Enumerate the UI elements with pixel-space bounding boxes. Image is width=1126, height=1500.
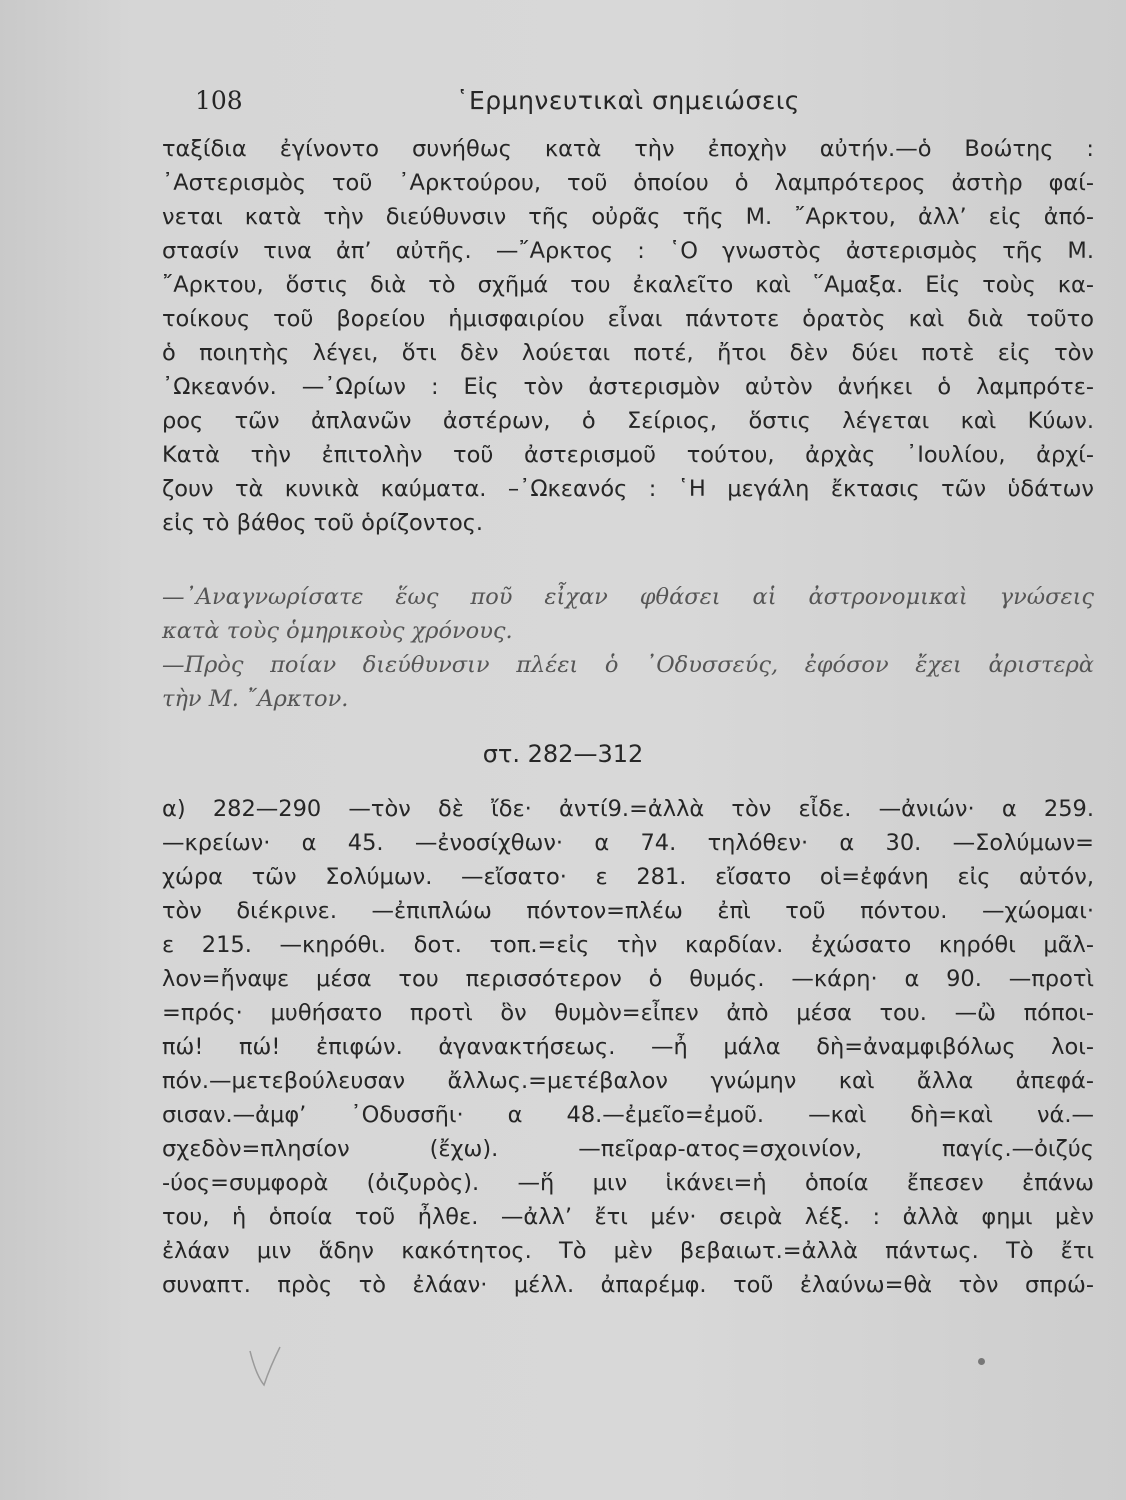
- text-line: τὸν διέκρινε. —ἐπιπλώω πόντον=πλέω ἐπὶ τοῦ πόντου. —χώομαι·: [162, 898, 1094, 924]
- text-line: ταξίδια ἐγίνοντο συνήθως κατὰ τὴν ἐποχὴν αὐτήν.—ὁ Βοώτης :: [162, 136, 1094, 162]
- text-line: σχεδὸν=πλησίον (ἔχω). —πεῖραρ-ατος=σχοινίον, παγίς.—ὀιζύς: [162, 1136, 1094, 1162]
- text-line: πώ! πώ! ἐπιφών. ἀγανακτήσεως. —ἦ μάλα δὴ=ἀναμφιβόλως λοι-: [162, 1034, 1094, 1060]
- text-line: -ύος=συμφορὰ (ὀιζυρὸς). —ἥ μιν ἱκάνει=ἡ ὁποία ἔπεσεν ἐπάνω: [162, 1170, 1094, 1196]
- text-line: συναπτ. πρὸς τὸ ἐλάαν· μέλλ. ἀπαρέμφ. τοῦ ἐλαύνω=θὰ τὸν σπρώ-: [162, 1272, 1094, 1298]
- running-head: ῾Ερμηνευτικαὶ σημειώσεις: [456, 86, 800, 115]
- pencil-check-mark-icon: [246, 1345, 286, 1390]
- ink-dot: [978, 1358, 985, 1365]
- notes-paragraph: [162, 792, 1094, 1302]
- text-line: Κατὰ τὴν ἐπιτολὴν τοῦ ἀστερισμοῦ τούτου, ἀρχὰς ᾿Ιουλίου, ἀρχί-: [162, 442, 1094, 468]
- text-line: ᾿Ωκεανόν. —᾿Ωρίων : Εἰς τὸν ἀστερισμὸν αὐτὸν ἀνήκει ὁ λαμπρότε-: [162, 374, 1094, 400]
- text-line: ὁ ποιητὴς λέγει, ὅτι δὲν λούεται ποτέ, ἤτοι δὲν δύει ποτὲ εἰς τὸν: [162, 340, 1094, 366]
- text-line: πόν.—μετεβούλευσαν ἄλλως.=μετέβαλον γνώμην καὶ ἄλλα ἀπεφά-: [162, 1068, 1094, 1094]
- text-line: ε 215. —κηρόθι. δοτ. τοπ.=εἰς τὴν καρδίαν. ἐχώσατο κηρόθι μᾶλ-: [162, 932, 1094, 958]
- questions-block: [162, 580, 1094, 716]
- text-line: χώρα τῶν Σολύμων. —εἴσατο· ε 281. εἴσατο οἱ=ἐφάνη εἰς αὐτόν,: [162, 864, 1094, 890]
- text-line: ῎Αρκτου, ὅστις διὰ τὸ σχῆμά του ἐκαλεῖτο καὶ ῞Αμαξα. Εἰς τοὺς κα-: [162, 272, 1094, 298]
- text-line: ᾿Αστερισμὸς τοῦ ᾿Αρκτούρου, τοῦ ὁποίου ὁ λαμπρότερος ἀστὴρ φαί-: [162, 170, 1094, 196]
- text-line: —κρείων· α 45. —ἐνοσίχθων· α 74. τηλόθεν· α 30. —Σολύμων=: [162, 830, 1094, 856]
- text-line: =πρός· μυθήσατο προτὶ ὃν θυμὸν=εἶπεν ἀπὸ μέσα του. —ὢ πόποι-: [162, 1000, 1094, 1026]
- question-line: —Πρὸς ποίαν διεύθυνσιν πλέει ὁ ᾿Οδυσσεύς, ἐφόσον ἔχει ἀριστερὰ: [162, 652, 1094, 678]
- text-line: νεται κατὰ τὴν διεύθυνσιν τῆς οὐρᾶς τῆς Μ. ῎Αρκτου, ἀλλ’ εἰς ἀπό-: [162, 204, 1094, 230]
- text-line: σισαν.—ἀμφ’ ᾿Οδυσσῆι· α 48.—ἐμεῖο=ἐμοῦ. —καὶ δὴ=καὶ νά.—: [162, 1102, 1094, 1128]
- section-title: στ. 282—312: [482, 740, 644, 768]
- question-line: —᾿Αναγνωρίσατε ἕως ποῦ εἶχαν φθάσει αἱ ἀστρονομικαὶ γνώσεις: [162, 584, 1094, 610]
- text-line: λον=ἤναψε μέσα του περισσότερον ὁ θυμός. —κάρη· α 90. —προτὶ: [162, 966, 1094, 992]
- text-line: εἰς τὸ βάθος τοῦ ὁρίζοντος.: [162, 510, 484, 536]
- text-line: ζουν τὰ κυνικὰ καύματα. –᾿Ωκεανός : ῾Η μεγάλη ἔκτασις τῶν ὑδάτων: [162, 476, 1094, 502]
- page-number: 108: [195, 86, 243, 115]
- text-line: ἐλάαν μιν ἅδην κακότητος. Τὸ μὲν βεβαιωτ.=ἀλλὰ πάντως. Τὸ ἔτι: [162, 1238, 1094, 1264]
- page-header: [195, 86, 1046, 126]
- question-line: τὴν Μ. ῎Αρκτον.: [162, 686, 349, 712]
- text-line: στασίν τινα ἀπ’ αὐτῆς. —῎Αρκτος : ῾Ο γνωστὸς ἀστερισμὸς τῆς Μ.: [162, 238, 1094, 264]
- intro-paragraph: [162, 132, 1094, 540]
- text-line: ρος τῶν ἀπλανῶν ἀστέρων, ὁ Σείριος, ὅστις λέγεται καὶ Κύων.: [162, 408, 1094, 434]
- text-line: τοίκους τοῦ βορείου ἡμισφαιρίου εἶναι πάντοτε ὁρατὸς καὶ διὰ τοῦτο: [162, 306, 1094, 332]
- text-line: α) 282—290 —τὸν δὲ ἴδε· ἀντί9.=ἀλλὰ τὸν εἶδε. —ἀνιών· α 259.: [162, 796, 1094, 822]
- text-line: του, ἡ ὁποία τοῦ ἦλθε. —ἀλλ’ ἔτι μέν· σειρὰ λέξ. : ἀλλὰ φημι μὲν: [162, 1204, 1094, 1230]
- question-line: κατὰ τοὺς ὁμηρικοὺς χρόνους.: [162, 618, 513, 644]
